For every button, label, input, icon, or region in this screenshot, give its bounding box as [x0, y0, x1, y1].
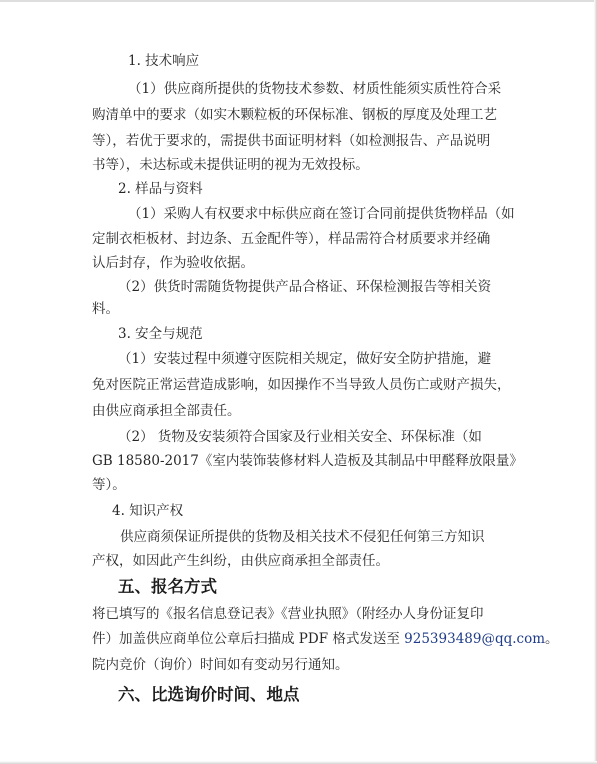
- registration-text-end: 。: [545, 631, 559, 647]
- s2-paragraph-line: 定制衣柜板材、封边条、五金配件等），样品需符合材质要求并经确: [92, 231, 491, 247]
- heading-registration-method: 五、报名方式: [118, 577, 217, 596]
- s2-paragraph-line: 认后封存，作为验收依据。: [92, 255, 254, 271]
- s3-paragraph-line: 免对医院正常运营造成影响，如因操作不当导致人员伤亡或财产损失，: [92, 377, 511, 393]
- s1-paragraph-line: 购清单中的要求（如实木颗粒板的环保标准、钢板的厚度及处理工艺: [92, 107, 497, 123]
- registration-line: 将已填写的《报名信息登记表》《营业执照》（附经办人身份证复印: [92, 606, 484, 622]
- registration-email: 925393489@qq.com: [404, 631, 546, 647]
- registration-line: 院内竞价（询价）时间如有变动另行通知。: [92, 657, 349, 673]
- s2-paragraph-line: 料。: [92, 301, 119, 317]
- section-4-title: 4. 知识产权: [112, 503, 184, 519]
- section-1-title: 1. 技术响应: [128, 53, 200, 69]
- section-3-title: 3. 安全与规范: [118, 326, 203, 342]
- registration-text: 件）加盖供应商单位公章后扫描成 PDF 格式发送至: [92, 631, 405, 647]
- s1-paragraph-line: 等），若优于要求的，需提供书面证明材料（如检测报告、产品说明: [92, 133, 491, 149]
- s3-paragraph-line: GB 18580-2017《室内装饰装修材料人造板及其制品中甲醛释放限量》: [92, 453, 523, 469]
- s4-paragraph-line: 产权，如因此产生纠纷，由供应商承担全部责任。: [92, 553, 389, 569]
- heading-inquiry-time-place: 六、比选询价时间、地点: [118, 685, 300, 704]
- registration-line: [92, 630, 559, 648]
- s3-paragraph-line: 由供应商承担全部责任。: [92, 403, 241, 419]
- section-2-title: 2. 样品与资料: [118, 181, 203, 197]
- scan-top-edge: [0, 0, 597, 2]
- s3-paragraph-line: （2） 货物及安装须符合国家及行业相关安全、环保标准（如: [118, 429, 482, 445]
- s2-paragraph-line: （2）供货时需随货物提供产品合格证、环保检测报告等相关资: [118, 279, 492, 295]
- s2-paragraph-line: （1）采购人有权要求中标供应商在签订合同前提供货物样品（如: [128, 206, 515, 222]
- s1-paragraph-line: （1）供应商所提供的货物技术参数、材质性能须实质性符合采: [128, 81, 502, 97]
- s3-paragraph-line: （1）安装过程中须遵守医院相关规定，做好安全防护措施，避: [118, 351, 492, 367]
- s3-paragraph-line: 等）。: [92, 477, 126, 493]
- s1-paragraph-line: 书等），未达标或未提供证明的视为无效投标。: [92, 157, 369, 173]
- s4-paragraph-line: 供应商须保证所提供的货物及相关技术不侵犯任何第三方知识: [120, 529, 485, 545]
